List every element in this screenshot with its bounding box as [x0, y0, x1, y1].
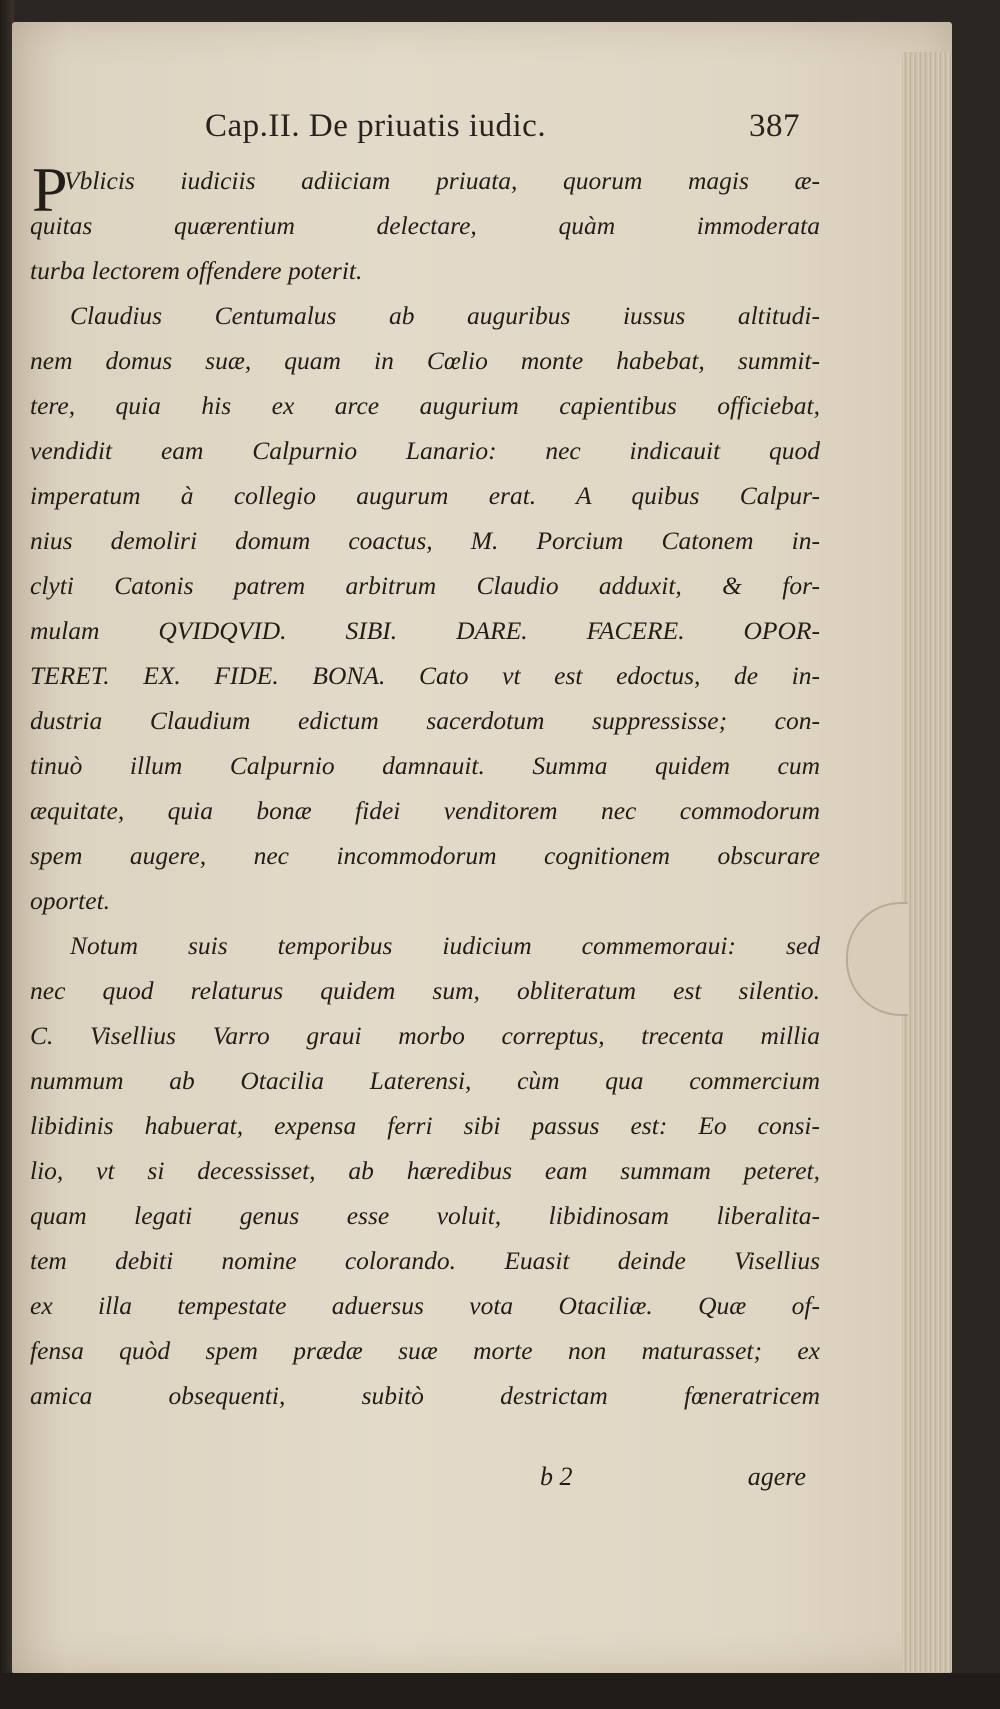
text-line: ex illa tempestate aduersus vota Otaciliæ. Quæ of- — [30, 1291, 820, 1320]
text-line: turba lectorem offendere poterit. — [30, 256, 363, 285]
text-line: TERET. EX. FIDE. BONA. Cato vt est edoctus, de in- — [30, 661, 820, 690]
text-line: spem augere, nec incommodorum cognitionem obscurare — [30, 841, 820, 870]
signature-mark: b 2 — [540, 1462, 573, 1491]
text-line: nem domus suæ, quam in Cœlio monte habebat, summit- — [30, 346, 820, 375]
text-line: mulam QVIDQVID. SIBI. DARE. FACERE. OPOR- — [30, 616, 820, 645]
text-line: Claudius Centumalus ab auguribus iussus altitudi- — [70, 301, 820, 330]
text-line: æquitate, quia bonæ fidei venditorem nec commodorum — [30, 796, 820, 825]
text-line: tinuò illum Calpurnio damnauit. Summa quidem cum — [30, 751, 820, 780]
text-line: oportet. — [30, 886, 111, 915]
text-line: tem debiti nomine colorando. Euasit deinde Visellius — [30, 1246, 820, 1275]
page-footer — [30, 1462, 820, 1507]
text-line: C. Visellius Varro graui morbo correptus, trecenta millia — [30, 1021, 820, 1050]
scan-bottom-edge — [0, 1673, 1000, 1709]
text-line: dustria Claudium edictum sacerdotum suppressisse; con- — [30, 706, 820, 735]
text-line: quitas quærentium delectare, quàm immoderata — [30, 211, 820, 240]
page-number: 387 — [749, 108, 800, 144]
text-line: imperatum à collegio augurum erat. A quibus Calpur- — [30, 481, 820, 510]
text-line: nummum ab Otacilia Laterensi, cùm qua commercium — [30, 1066, 820, 1095]
text-line: vendidit eam Calpurnio Lanario: nec indicauit quod — [30, 436, 820, 465]
text-line: clyti Catonis patrem arbitrum Claudio adduxit, & for- — [30, 571, 820, 600]
text-line: Notum suis temporibus iudicium commemoraui: sed — [70, 931, 820, 960]
body-text — [30, 154, 820, 1418]
text-line: fensa quòd spem prædæ suæ morte non maturasset; ex — [30, 1336, 820, 1365]
text-line: quam legati genus esse voluit, libidinosam liberalita- — [30, 1201, 820, 1230]
chapter-title: Cap.II. De priuatis iudic. — [205, 108, 547, 144]
text-line: amica obsequenti, subitò destrictam fœneratricem — [30, 1381, 820, 1410]
thumb-index-tab — [846, 902, 908, 1016]
text-line: nec quod relaturus quidem sum, obliteratum est silentio. — [30, 976, 820, 1005]
text-line: tere, quia his ex arce augurium capientibus officiebat, — [30, 391, 820, 420]
text-line: libidinis habuerat, expensa ferri sibi passus est: Eo consi- — [30, 1111, 820, 1140]
text-line: Vblicis iudiciis adiiciam priuata, quorum magis æ- — [64, 166, 820, 195]
drop-initial-letter: P — [32, 154, 68, 225]
catchword: agere — [747, 1462, 806, 1491]
text-line: nius demoliri domum coactus, M. Porcium Catonem in- — [30, 526, 820, 555]
text-line: lio, vt si decessisset, ab hæredibus eam summam peteret, — [30, 1156, 820, 1185]
page-stack-edge — [902, 52, 952, 1672]
